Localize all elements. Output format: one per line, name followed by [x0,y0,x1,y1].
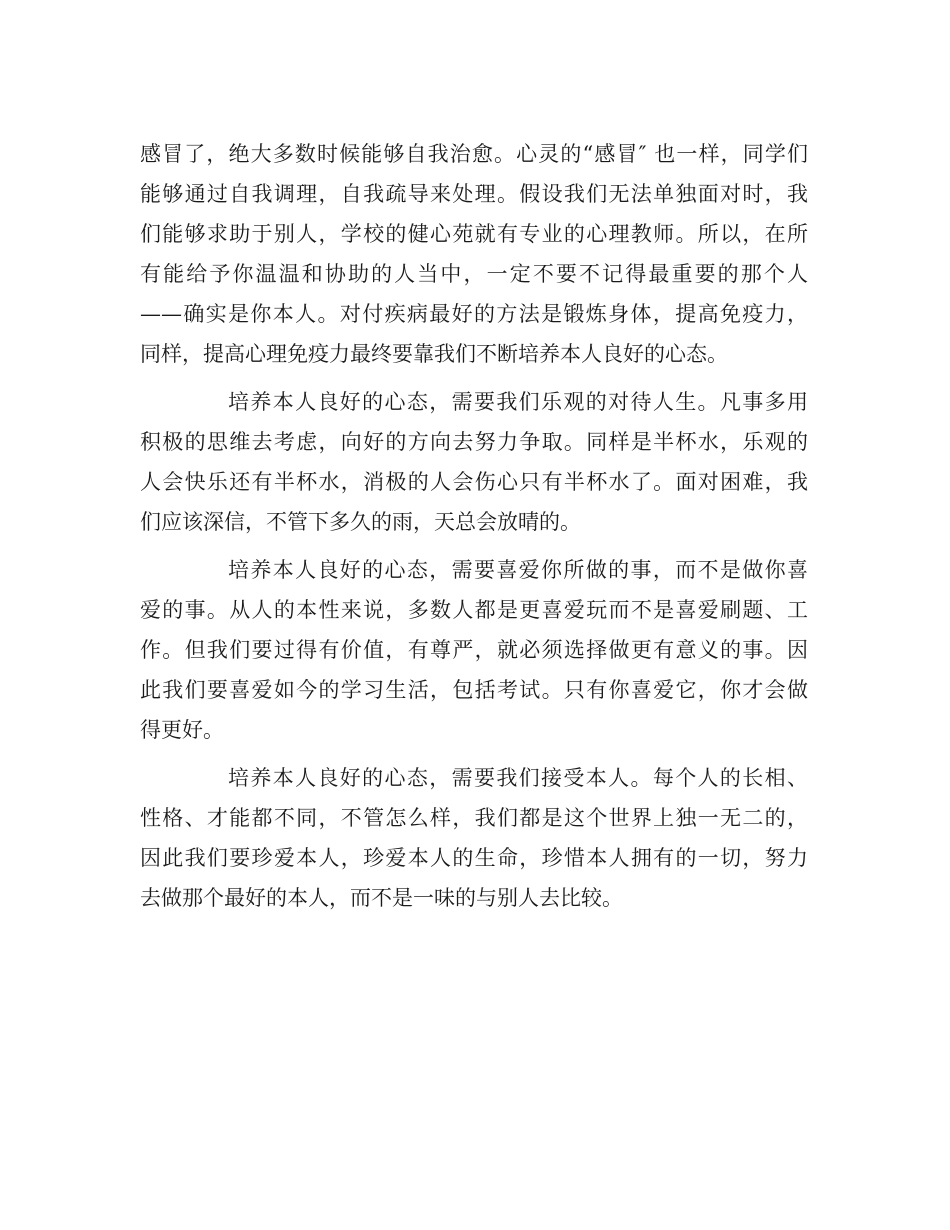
paragraph-4 [140,758,808,918]
paragraph-1 [140,134,808,374]
text-line: 们能够求助于别人，学校的健心苑就有专业的心理教师。所以，在所 [140,222,808,246]
text-line: 培养本人良好的心态，需要喜爱你所做的事，而不是做你喜 [228,558,808,582]
text-line: 培养本人良好的心态，需要我们接受本人。每个人的长相、 [228,766,808,790]
text-line: 们应该深信，不管下多久的雨，天总会放晴的。 [140,510,581,534]
text-line: ——确实是你本人。对付疾病最好的方法是锻炼身体，提高免疫力， [140,302,808,326]
document-body [140,134,808,918]
text-line: 积极的思维去考虑，向好的方向去努力争取。同样是半杯水，乐观的 [140,430,808,454]
text-line: 同样，提高心理免疫力最终要靠我们不断培养本人良好的心态。 [140,342,728,366]
text-line: 感冒了，绝大多数时候能够自我治愈。心灵的“感冒″ 也一样，同学们 [140,142,808,166]
text-line: 能够通过自我调理，自我疏导来处理。假设我们无法单独面对时，我 [140,182,808,206]
text-line: 性格、才能都不同，不管怎么样，我们都是这个世界上独一无二的， [140,806,808,830]
text-line: 因此我们要珍爱本人，珍爱本人的生命，珍惜本人拥有的一切，努力 [140,846,808,870]
text-line: 人会快乐还有半杯水，消极的人会伤心只有半杯水了。面对困难，我 [140,470,808,494]
text-line: 爱的事。从人的本性来说，多数人都是更喜爱玩而不是喜爱刷题、工 [140,598,808,622]
text-line: 去做那个最好的本人，而不是一味的与别人去比较。 [140,886,623,910]
paragraph-3 [140,550,808,750]
text-line: 作。但我们要过得有价值，有尊严，就必须选择做更有意义的事。因 [140,638,808,662]
paragraph-2 [140,382,808,542]
text-line: 培养本人良好的心态，需要我们乐观的对待人生。凡事多用 [228,390,808,414]
text-line: 有能给予你温温和协助的人当中，一定不要不记得最重要的那个人 [140,262,808,286]
text-line: 此我们要喜爱如今的学习生活，包括考试。只有你喜爱它，你才会做 [140,678,808,702]
text-line: 得更好。 [140,718,224,742]
